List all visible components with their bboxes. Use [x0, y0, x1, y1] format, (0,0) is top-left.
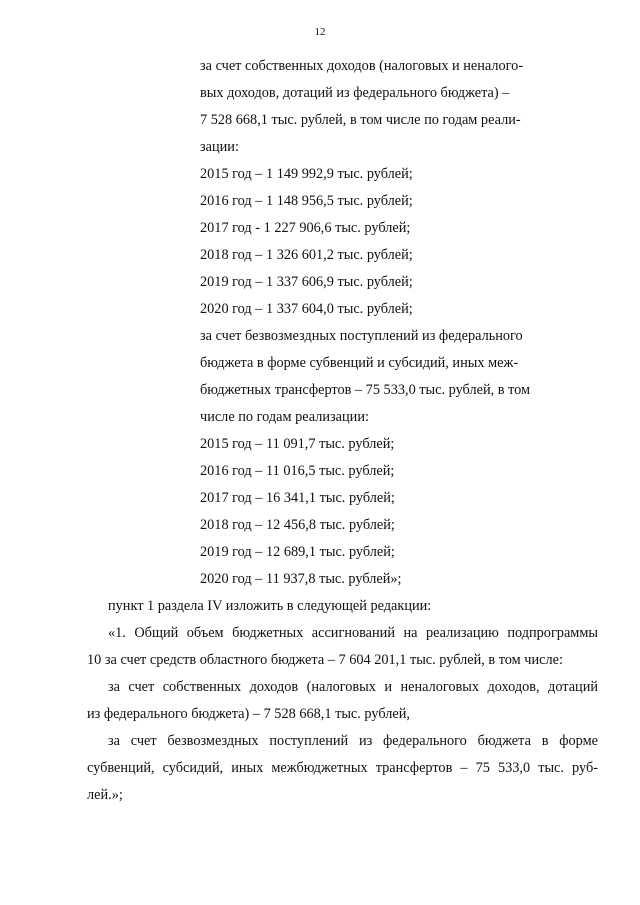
text-line: пункт 1 раздела IV изложить в следующей редакции:	[108, 598, 432, 614]
page-number: 12	[314, 26, 326, 38]
text-line: бюджета в форме субвенций и субсидий, иных меж-	[200, 355, 519, 371]
text-line: числе по годам реализации:	[200, 409, 369, 425]
text-line: 2019 год – 1 337 606,9 тыс. рублей;	[200, 274, 413, 290]
text-line: 2018 год – 1 326 601,2 тыс. рублей;	[200, 247, 413, 263]
text-line: 2018 год – 12 456,8 тыс. рублей;	[200, 517, 395, 533]
text-line: за счет безвозмездных поступлений из федерального	[200, 328, 523, 344]
text-line: «1. Общий объем бюджетных ассигнований на реализацию подпрограммы	[108, 625, 598, 641]
text-line: из федерального бюджета) – 7 528 668,1 тыс. рублей,	[87, 706, 410, 722]
text-line: 2015 год – 11 091,7 тыс. рублей;	[200, 436, 395, 452]
text-line: 2020 год – 11 937,8 тыс. рублей»;	[200, 571, 402, 587]
text-line: субвенций, субсидий, иных межбюджетных трансфертов – 75 533,0 тыс. руб-	[87, 760, 598, 776]
text-line: 7 528 668,1 тыс. рублей, в том числе по годам реали-	[200, 112, 521, 128]
text-line: 2017 год - 1 227 906,6 тыс. рублей;	[200, 220, 411, 236]
text-line: вых доходов, дотаций из федерального бюджета) –	[200, 85, 510, 101]
text-line: лей.»;	[87, 787, 123, 803]
text-line: 2015 год – 1 149 992,9 тыс. рублей;	[200, 166, 413, 182]
text-line: зации:	[200, 139, 239, 155]
text-line: 2016 год – 1 148 956,5 тыс. рублей;	[200, 193, 413, 209]
text-line: за счет собственных доходов (налоговых и неналоговых доходов, дотаций	[108, 679, 598, 695]
text-line: бюджетных трансфертов – 75 533,0 тыс. рублей, в том	[200, 382, 531, 398]
text-line: 2019 год – 12 689,1 тыс. рублей;	[200, 544, 395, 560]
text-line: за счет безвозмездных поступлений из федерального бюджета в форме	[108, 733, 598, 749]
text-line: 2017 год – 16 341,1 тыс. рублей;	[200, 490, 395, 506]
text-line: 10 за счет средств областного бюджета – 7 604 201,1 тыс. рублей, в том числе:	[87, 652, 563, 668]
text-line: за счет собственных доходов (налоговых и неналого-	[200, 58, 524, 74]
text-line: 2016 год – 11 016,5 тыс. рублей;	[200, 463, 395, 479]
text-line: 2020 год – 1 337 604,0 тыс. рублей;	[200, 301, 413, 317]
